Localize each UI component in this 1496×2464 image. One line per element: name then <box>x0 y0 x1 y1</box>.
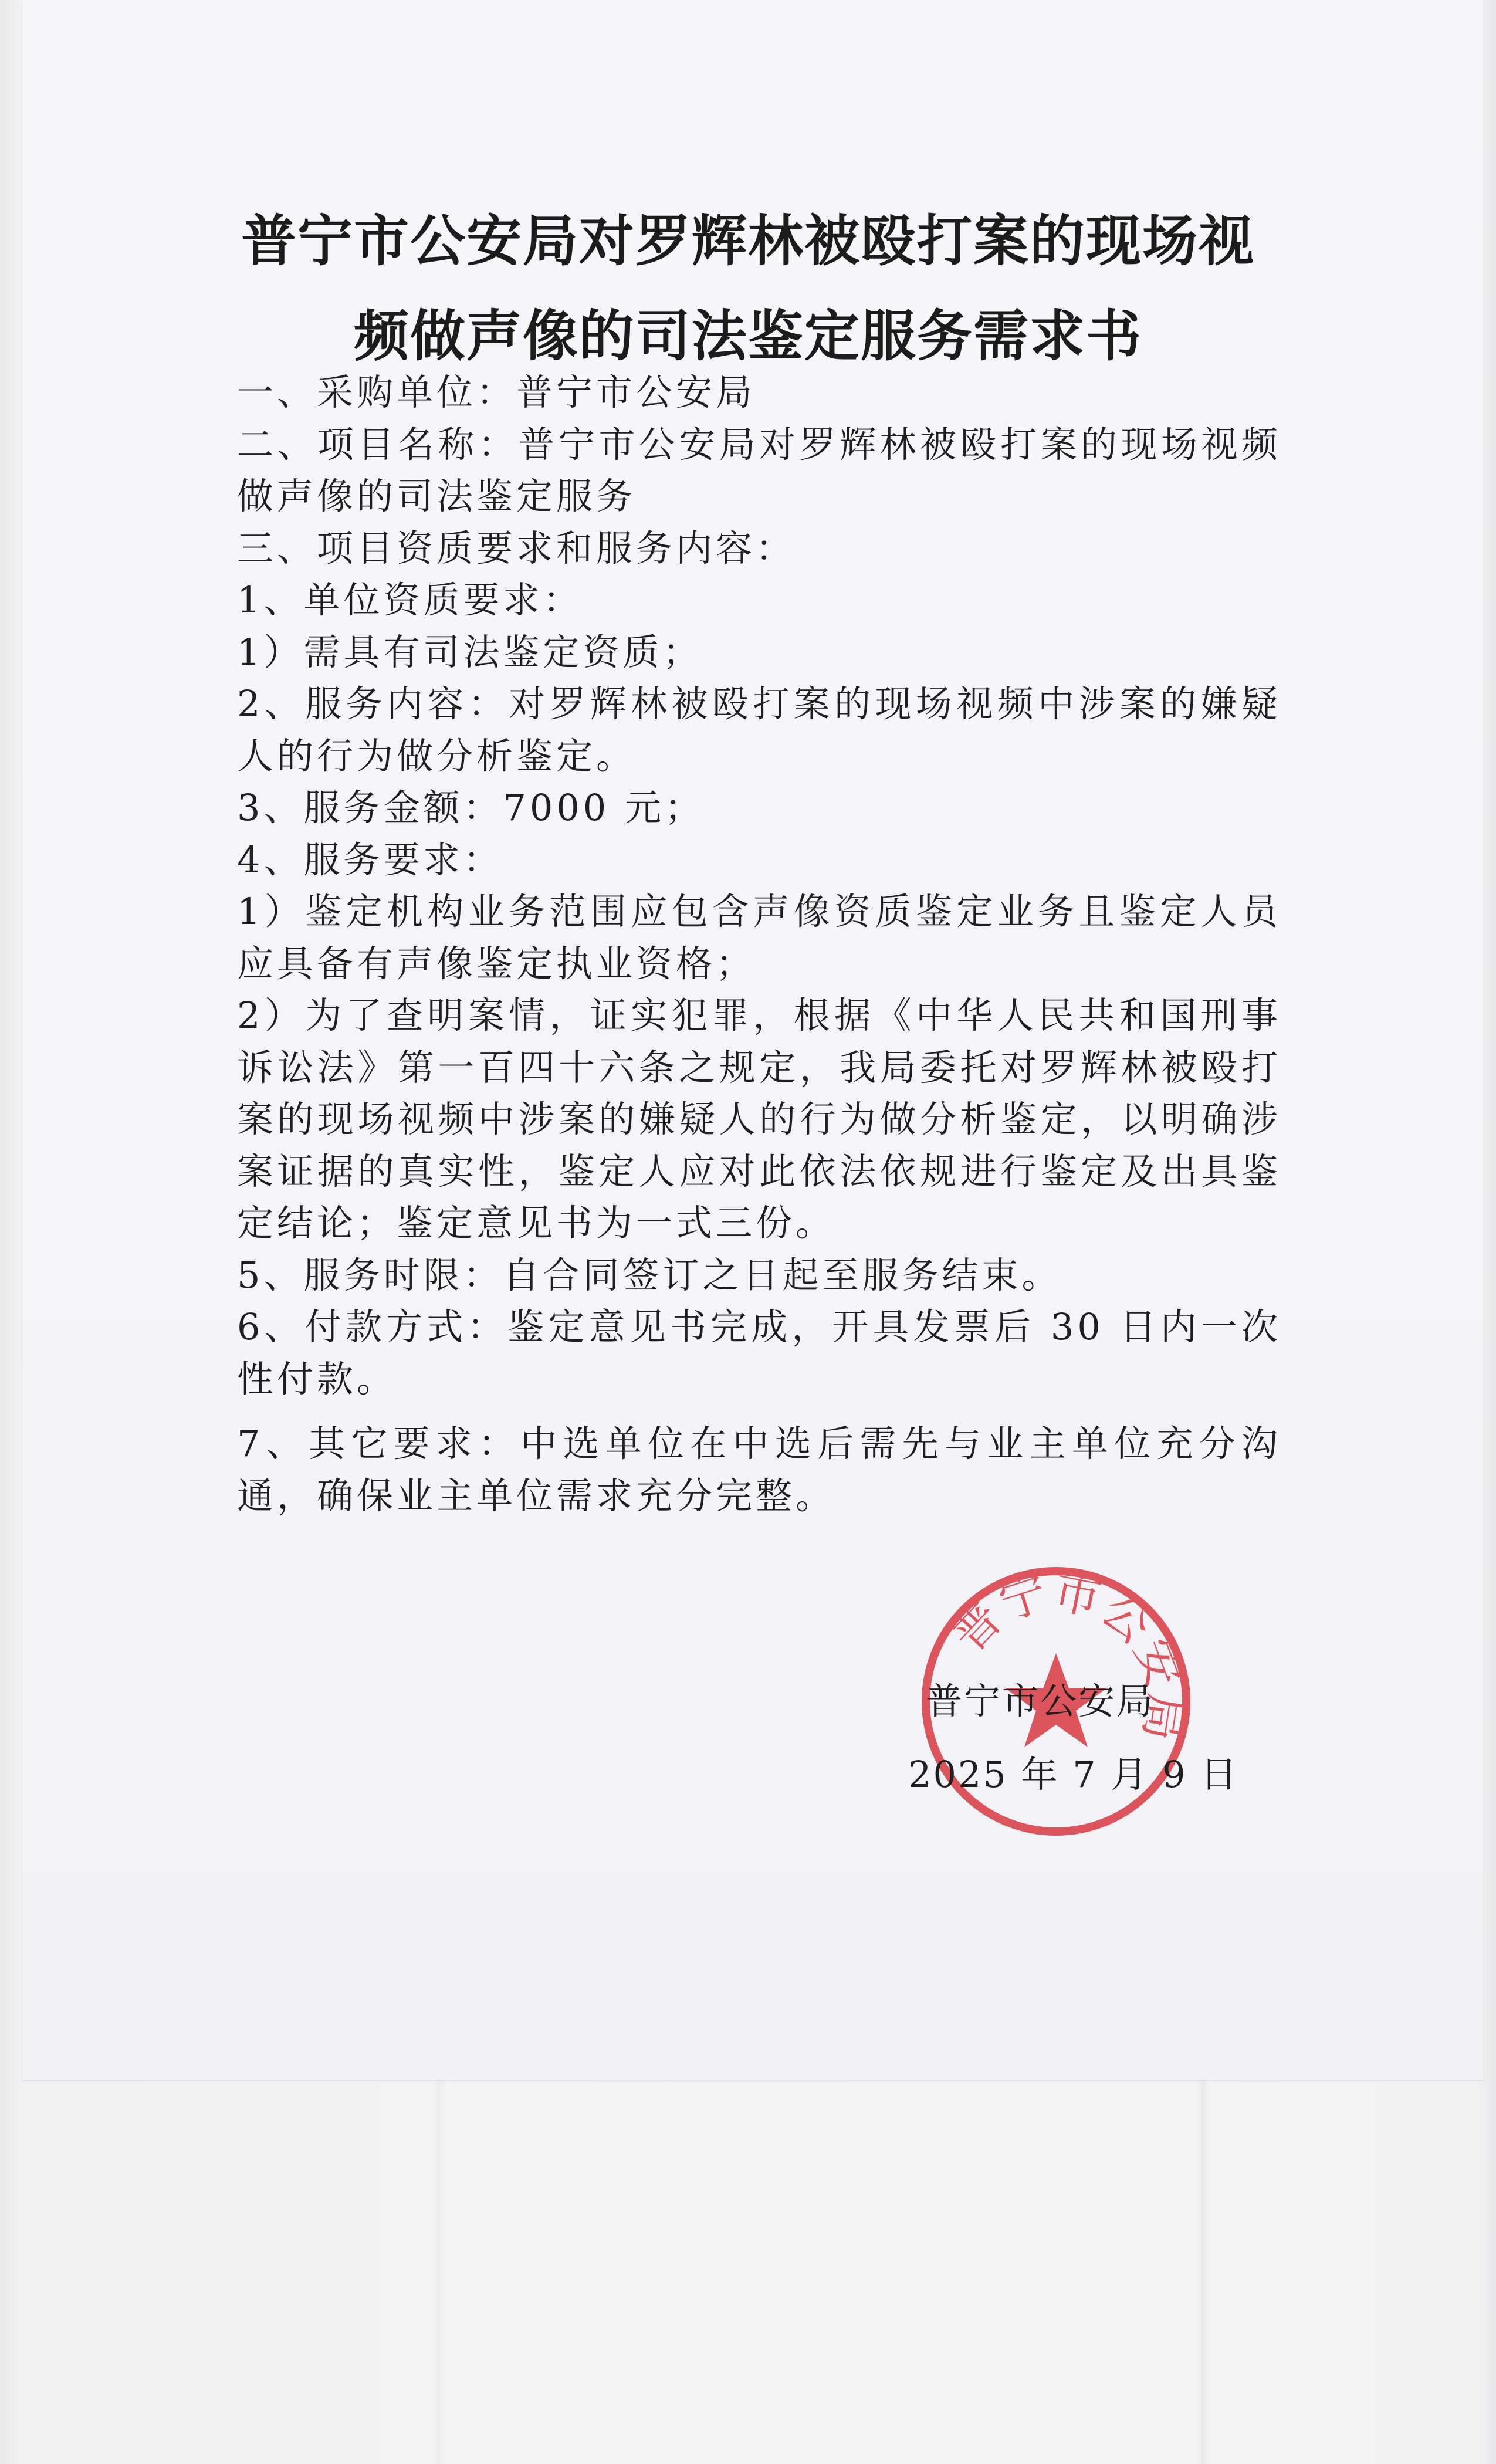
paragraph-other-requirements: 7、其它要求：中选单位在中选后需先与业主单位充分沟通，确保业主单位需求充分完整。 <box>237 1422 1281 1517</box>
paragraph-service-period: 5、服务时限：自合同签订之日起至服务结束。 <box>237 1253 1062 1297</box>
signature-organization: 普宁市公安局 <box>926 1680 1155 1722</box>
paragraph-payment-method: 6、付款方式：鉴定意见书完成，开具发票后 30 日内一次性付款。 <box>237 1305 1281 1400</box>
paragraph-service-requirement-2: 2）为了查明案情，证实犯罪，根据《中华人民共和国刑事诉讼法》第一百四十六条之规定，我局委托对罗辉林被殴打案的现场视频中涉案的嫌疑人的行为做分析鉴定，以明确涉案证据的真实性，鉴定人应对此依法依规进行鉴定及出具鉴定结论；鉴定意见书为一式三份。 <box>237 994 1281 1244</box>
paragraph-service-requirement-1: 1）鉴定机构业务范围应包含声像资质鉴定业务且鉴定人员应具备有声像鉴定执业资格； <box>237 890 1281 985</box>
paragraph-qualification-1: 1）需具有司法鉴定资质； <box>237 630 703 673</box>
signature-date: 2025 年 7 月 9 日 <box>908 1753 1239 1796</box>
paragraph-project-name: 二、项目名称：普宁市公安局对罗辉林被殴打案的现场视频做声像的司法鉴定服务 <box>237 422 1281 517</box>
paragraph-service-amount: 3、服务金额：7000 元； <box>237 786 705 829</box>
document-body <box>237 367 1281 1522</box>
document-title-line-1: 普宁市公安局对罗辉林被殴打案的现场视 <box>241 209 1255 273</box>
paragraph-purchasing-unit: 一、采购单位：普宁市公安局 <box>237 371 756 414</box>
paragraph-qualification-heading: 1、单位资质要求： <box>237 578 583 621</box>
paragraph-requirements-heading: 三、项目资质要求和服务内容： <box>237 526 796 570</box>
seal-text: 普宁市公安局 <box>940 1563 1194 1745</box>
paragraph-service-content: 2、服务内容：对罗辉林被殴打案的现场视频中涉案的嫌疑人的行为做分析鉴定。 <box>237 682 1281 777</box>
document-title-line-2: 频做声像的司法鉴定服务需求书 <box>353 304 1142 368</box>
paragraph-service-requirements-heading: 4、服务要求： <box>237 838 503 881</box>
